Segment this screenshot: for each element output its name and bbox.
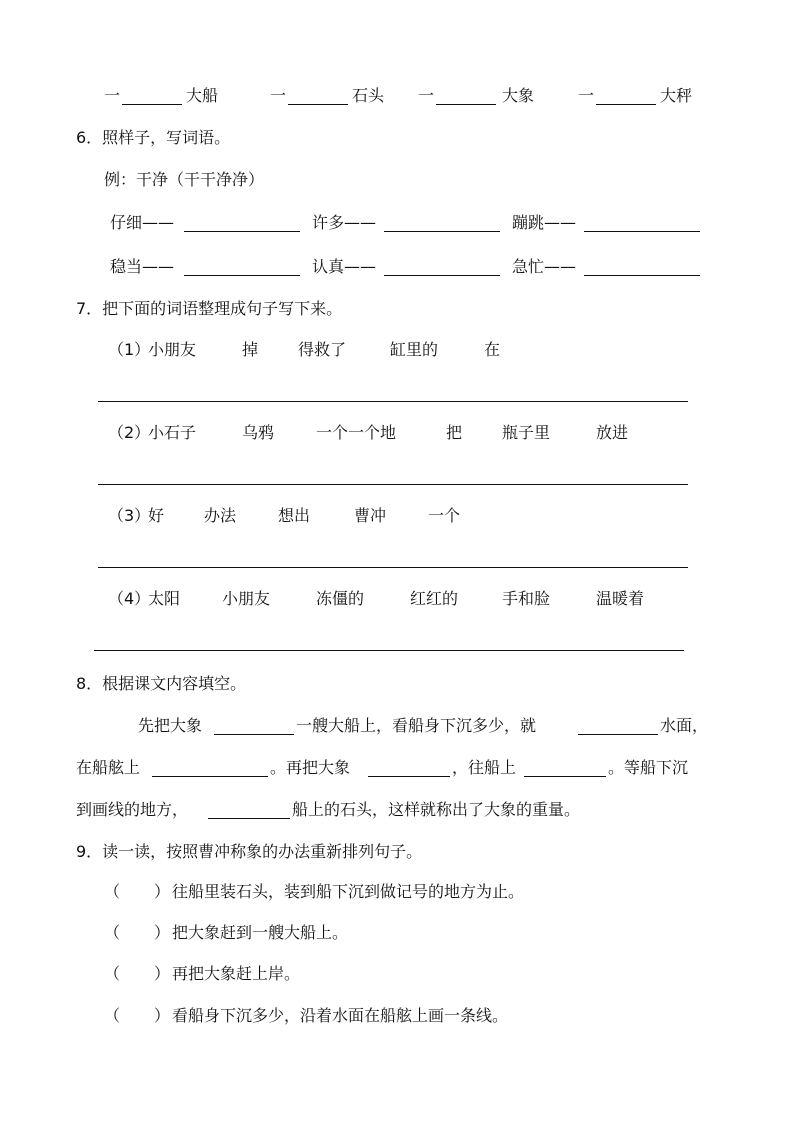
q7-word: 瓶子里 bbox=[502, 423, 551, 442]
q7-word: 小石子 bbox=[148, 423, 197, 442]
q7-word: 太阳 bbox=[148, 589, 181, 608]
answer-line[interactable] bbox=[98, 567, 688, 568]
q9-sentence: 再把大象赶上岸。 bbox=[172, 964, 301, 983]
answer-blank[interactable] bbox=[288, 104, 348, 105]
q8-text: 水面， bbox=[660, 716, 709, 735]
q8-text: 。等船下沉 bbox=[608, 758, 689, 777]
q8-text: 一艘大船上，看船身下沉多少，就 bbox=[296, 716, 537, 735]
answer-blank[interactable] bbox=[436, 104, 496, 105]
answer-blank[interactable] bbox=[384, 275, 500, 276]
q9-sentence: 看船身下沉多少，沿着水面在船舷上画一条线。 bbox=[172, 1006, 509, 1025]
q8-text: 在船舷上 bbox=[76, 758, 141, 777]
answer-blank[interactable] bbox=[214, 734, 294, 735]
q7-word: 小朋友 bbox=[148, 340, 197, 359]
open-bracket: （ bbox=[104, 923, 121, 942]
q7-row-number: （4） bbox=[108, 589, 151, 608]
open-bracket: （ bbox=[104, 882, 121, 901]
answer-line[interactable] bbox=[98, 401, 688, 402]
q7-word: 缸里的 bbox=[390, 340, 439, 359]
q7-row-number: （2） bbox=[108, 423, 151, 442]
q6-item: 急忙—— bbox=[512, 257, 577, 276]
q8-text: 船上的石头，这样就称出了大象的重量。 bbox=[292, 800, 581, 819]
answer-blank[interactable] bbox=[122, 104, 182, 105]
q7-word: 在 bbox=[484, 340, 501, 359]
q7-word: 办法 bbox=[204, 506, 237, 525]
q7-word: 乌鸦 bbox=[242, 423, 275, 442]
answer-blank[interactable] bbox=[208, 818, 290, 819]
q7-word: 想出 bbox=[278, 506, 311, 525]
answer-blank[interactable] bbox=[184, 231, 300, 232]
measure-prefix: 一 bbox=[578, 86, 595, 105]
measure-prefix: 一 bbox=[418, 86, 435, 105]
q7-word: 得救了 bbox=[298, 340, 347, 359]
q6-item: 许多—— bbox=[312, 213, 377, 232]
q7-word: 一个一个地 bbox=[316, 423, 397, 442]
measure-word: 大秤 bbox=[660, 86, 693, 105]
q6-example: 例：干净（干干净净） bbox=[104, 170, 265, 189]
q6-title: 6．照样子，写词语。 bbox=[76, 128, 231, 147]
measure-word: 大象 bbox=[502, 86, 535, 105]
answer-blank[interactable] bbox=[384, 231, 500, 232]
q7-word: 手和脸 bbox=[502, 589, 551, 608]
q7-word: 掉 bbox=[242, 340, 259, 359]
q7-word: 放进 bbox=[596, 423, 629, 442]
answer-blank[interactable] bbox=[578, 734, 658, 735]
q7-word: 冻僵的 bbox=[316, 589, 365, 608]
answer-line[interactable] bbox=[98, 484, 688, 485]
q7-word: 温暖着 bbox=[596, 589, 645, 608]
q6-item: 稳当—— bbox=[110, 257, 175, 276]
q9-sentence: 把大象赶到一艘大船上。 bbox=[172, 923, 349, 942]
answer-line[interactable] bbox=[94, 650, 684, 651]
close-bracket: ） bbox=[154, 1006, 171, 1025]
answer-blank[interactable] bbox=[584, 275, 700, 276]
answer-blank[interactable] bbox=[596, 104, 656, 105]
q6-item: 仔细—— bbox=[110, 213, 175, 232]
q8-text: 到画线的地方， bbox=[76, 800, 189, 819]
q7-word: 小朋友 bbox=[222, 589, 271, 608]
q7-word: 好 bbox=[148, 506, 165, 525]
q7-word: 把 bbox=[446, 423, 463, 442]
answer-blank[interactable] bbox=[184, 275, 300, 276]
close-bracket: ） bbox=[154, 882, 171, 901]
open-bracket: （ bbox=[104, 1006, 121, 1025]
q7-word: 曹冲 bbox=[354, 506, 387, 525]
q8-text: ，往船上 bbox=[452, 758, 517, 777]
q7-title: 7．把下面的词语整理成句子写下来。 bbox=[76, 299, 343, 318]
q8-text: 。再把大象 bbox=[270, 758, 351, 777]
answer-blank[interactable] bbox=[152, 776, 268, 777]
q7-row-number: （3） bbox=[108, 506, 151, 525]
measure-prefix: 一 bbox=[270, 86, 287, 105]
q6-item: 认真—— bbox=[312, 257, 377, 276]
close-bracket: ） bbox=[154, 964, 171, 983]
q8-text: 先把大象 bbox=[138, 716, 203, 735]
measure-prefix: 一 bbox=[104, 86, 121, 105]
q7-row-number: （1） bbox=[108, 340, 151, 359]
q6-item: 蹦跳—— bbox=[512, 213, 577, 232]
measure-word: 石头 bbox=[352, 86, 385, 105]
q9-title: 9．读一读，按照曹冲称象的办法重新排列句子。 bbox=[76, 842, 423, 861]
open-bracket: （ bbox=[104, 964, 121, 983]
measure-word: 大船 bbox=[186, 86, 219, 105]
answer-blank[interactable] bbox=[524, 776, 606, 777]
close-bracket: ） bbox=[154, 923, 171, 942]
q7-word: 一个 bbox=[428, 506, 461, 525]
q9-sentence: 往船里装石头，装到船下沉到做记号的地方为止。 bbox=[172, 882, 525, 901]
q7-word: 红红的 bbox=[410, 589, 459, 608]
answer-blank[interactable] bbox=[368, 776, 450, 777]
q8-title: 8．根据课文内容填空。 bbox=[76, 674, 247, 693]
answer-blank[interactable] bbox=[584, 231, 700, 232]
